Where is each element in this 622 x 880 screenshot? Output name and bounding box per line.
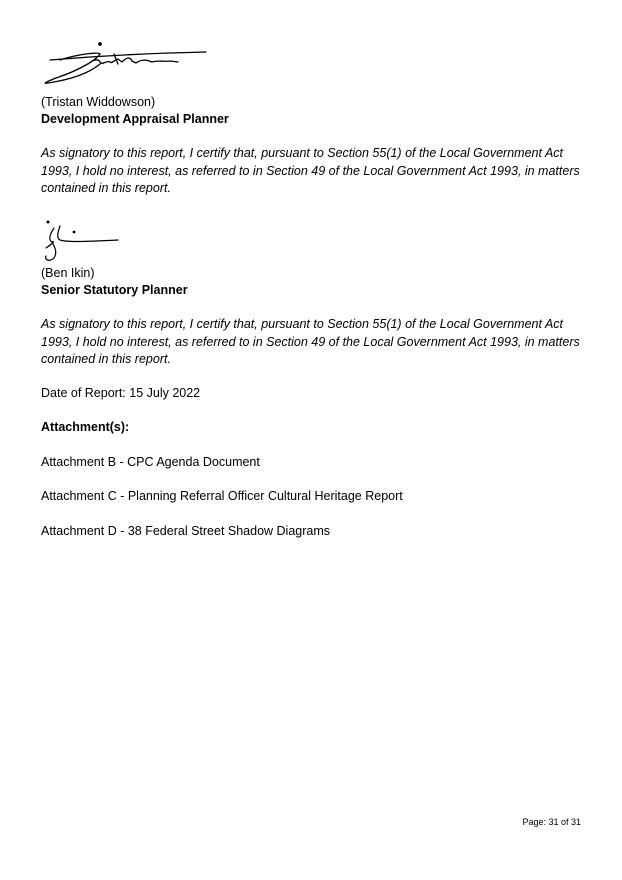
signatory-name: (Ben Ikin) [41,266,95,280]
signature-image-widdowson [38,40,213,88]
attachment-item: Attachment C - Planning Referral Officer Cultural Heritage Report [41,489,403,503]
attachment-item: Attachment B - CPC Agenda Document [41,455,260,469]
signature-image-ikin [40,218,122,264]
attachment-item: Attachment D - 38 Federal Street Shadow Diagrams [41,524,331,538]
attachments-heading: Attachment(s): [41,420,130,434]
page-number: Page: 31 of 31 [522,817,581,827]
signatory-title: Senior Statutory Planner [41,283,188,297]
certification-statement: As signatory to this report, I certify that, pursuant to Section 55(1) of the Local Government Act 1993, I hold no interest, as referred to in Section 49 of the Local Government Act 1993, in matters contained in this report. [41,317,580,366]
signatory-title: Development Appraisal Planner [41,112,229,126]
signatory-name: (Tristan Widdowson) [41,95,156,109]
certification-statement: As signatory to this report, I certify that, pursuant to Section 55(1) of the Local Government Act 1993, I hold no interest, as referred to in Section 49 of the Local Government Act 1993, in matters contained in this report. [41,146,580,195]
report-date: Date of Report: 15 July 2022 [41,386,201,400]
